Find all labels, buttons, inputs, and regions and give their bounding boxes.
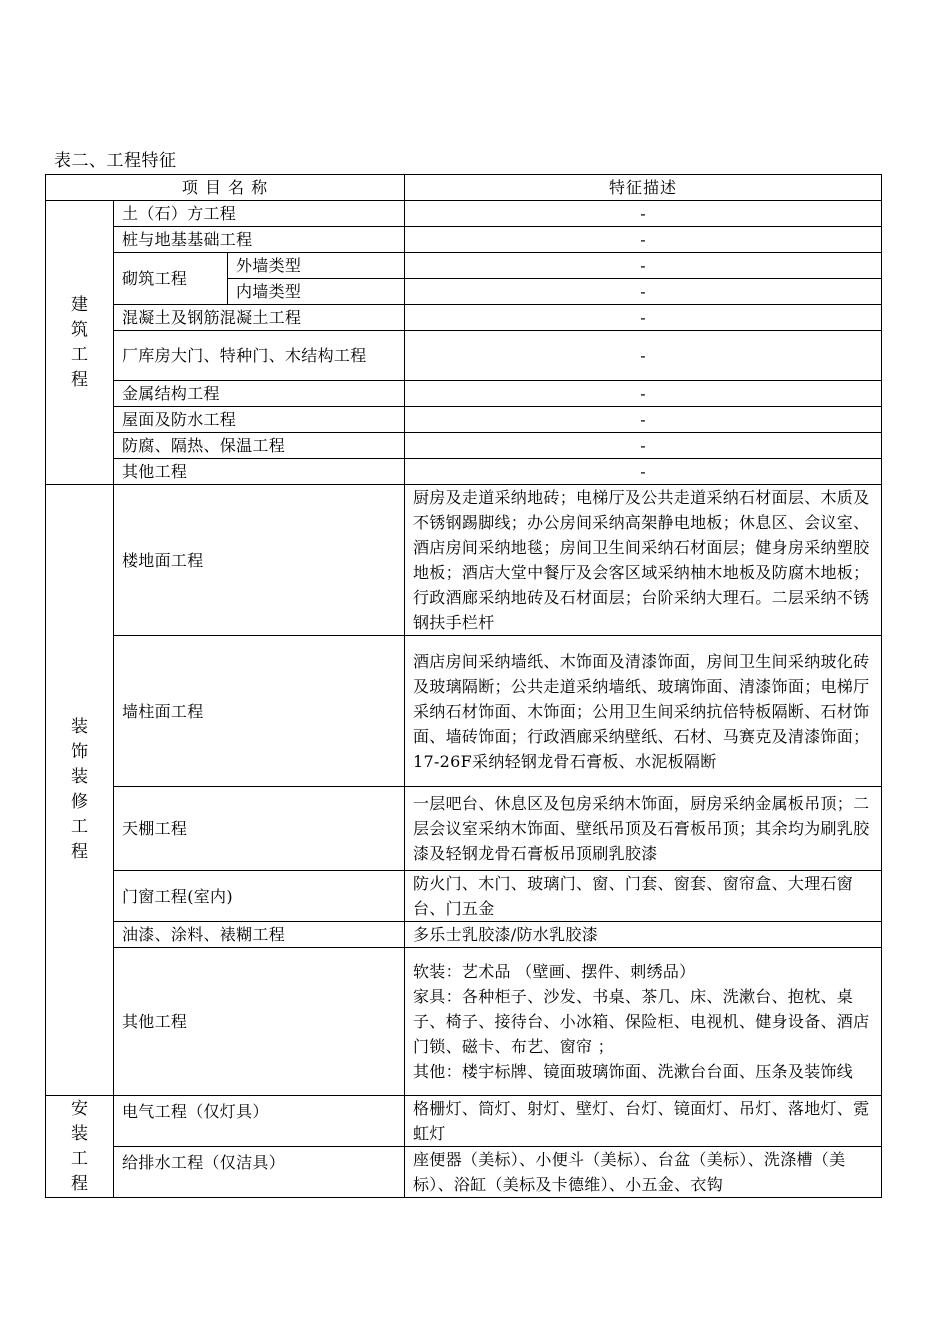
table-row	[46, 253, 882, 279]
table-row	[46, 485, 882, 636]
header-desc: 特征描述	[405, 175, 882, 201]
row-desc: 多乐士乳胶漆/防水乳胶漆	[405, 922, 882, 948]
row-desc: -	[405, 433, 882, 459]
table-row	[46, 948, 882, 1096]
table-row	[46, 787, 882, 871]
row-label: 土（石）方工程	[114, 201, 405, 227]
row-desc: -	[405, 253, 882, 279]
row-label: 门窗工程(室内)	[114, 871, 405, 922]
group-decoration: 装饰装修工程	[46, 485, 114, 1096]
row-label: 墙柱面工程	[114, 636, 405, 787]
row-label: 楼地面工程	[114, 485, 405, 636]
row-desc: -	[405, 331, 882, 381]
row-label: 给排水工程（仅洁具）	[114, 1147, 405, 1198]
row-desc: 厨房及走道采纳地砖；电梯厅及公共走道采纳石材面层、木质及不锈钢踢脚线；办公房间采纳高架静电地板；休息区、会议室、酒店房间采纳地毯；房间卫生间采纳石材面层；健身房采纳塑胶地板；酒店大堂中餐厅及会客区域采纳柚木地板及防腐木地板；行政酒廊采纳地砖及石材面层；台阶采纳大理石。二层采纳不锈钢扶手栏杆	[405, 485, 882, 636]
row-desc: 一层吧台、休息区及包房采纳木饰面，厨房采纳金属板吊顶；二层会议室采纳木饰面、壁纸吊顶及石膏板吊顶；其余均为刷乳胶漆及轻钢龙骨石膏板吊顶刷乳胶漆	[405, 787, 882, 871]
group-construction: 建筑工程	[46, 201, 114, 485]
table-row	[46, 871, 882, 922]
table-row	[46, 636, 882, 787]
table-row	[46, 227, 882, 253]
row-desc: 座便器（美标）、小便斗（美标）、台盆（美标）、洗涤槽（美标）、浴缸（美标及卡德维）、小五金、衣钩	[405, 1147, 882, 1198]
row-label: 混凝土及钢筋混凝土工程	[114, 305, 405, 331]
row-desc	[405, 948, 882, 1096]
table-row	[46, 201, 882, 227]
row-desc: -	[405, 201, 882, 227]
row-label: 其他工程	[114, 948, 405, 1096]
table-row	[46, 922, 882, 948]
table-row	[46, 407, 882, 433]
row-label: 屋面及防水工程	[114, 407, 405, 433]
table-caption: 表二、工程特征	[54, 151, 177, 171]
table-row	[46, 381, 882, 407]
row-desc: -	[405, 305, 882, 331]
engineering-features-table	[45, 174, 882, 1198]
row-label: 厂库房大门、特种门、木结构工程	[114, 331, 405, 381]
row-label: 防腐、隔热、保温工程	[114, 433, 405, 459]
desc-furniture: 家具：各种柜子、沙发、书桌、茶几、床、洗漱台、抱枕、桌子、椅子、接待台、小冰箱、保险柜、电视机、健身设备、酒店门锁、磁卡、布艺、窗帘 ；	[413, 987, 870, 1056]
table-header-row	[46, 175, 882, 201]
row-label: 油漆、涂料、裱糊工程	[114, 922, 405, 948]
row-desc: -	[405, 459, 882, 485]
row-label: 天棚工程	[114, 787, 405, 871]
header-name: 项 目 名 称	[46, 175, 405, 201]
sub-row-label: 内墙类型	[228, 279, 405, 305]
desc-soft: 软装：艺术品 （壁画、摆件、刺绣品）	[413, 962, 696, 981]
sub-row-label: 外墙类型	[228, 253, 405, 279]
table-row	[46, 331, 882, 381]
table-row	[46, 459, 882, 485]
row-desc: 防火门、木门、玻璃门、窗、门套、窗套、窗帘盒、大理石窗台、门五金	[405, 871, 882, 922]
row-label: 其他工程	[114, 459, 405, 485]
row-desc: -	[405, 279, 882, 305]
table-row	[46, 433, 882, 459]
row-label: 金属结构工程	[114, 381, 405, 407]
table-row	[46, 305, 882, 331]
row-desc: -	[405, 381, 882, 407]
row-label: 电气工程（仅灯具）	[114, 1096, 405, 1147]
desc-misc: 其他：楼宇标牌、镜面玻璃饰面、洗漱台台面、压条及装饰线	[413, 1062, 854, 1081]
row-label: 桩与地基基础工程	[114, 227, 405, 253]
row-label: 砌筑工程	[114, 253, 228, 305]
row-desc: 酒店房间采纳墙纸、木饰面及清漆饰面，房间卫生间采纳玻化砖及玻璃隔断；公共走道采纳墙纸、玻璃饰面、清漆饰面；电梯厅采纳石材饰面、木饰面；公用卫生间采纳抗倍特板隔断、石材饰面、墙砖饰面；行政酒廊采纳壁纸、石材、马赛克及清漆饰面；17-26F采纳轻钢龙骨石膏板、水泥板隔断	[405, 636, 882, 787]
row-desc: -	[405, 407, 882, 433]
group-installation: 安装工程	[46, 1096, 114, 1198]
table-row	[46, 1096, 882, 1147]
row-desc: 格栅灯、筒灯、射灯、壁灯、台灯、镜面灯、吊灯、落地灯、霓虹灯	[405, 1096, 882, 1147]
row-desc: -	[405, 227, 882, 253]
table-row	[46, 1147, 882, 1198]
